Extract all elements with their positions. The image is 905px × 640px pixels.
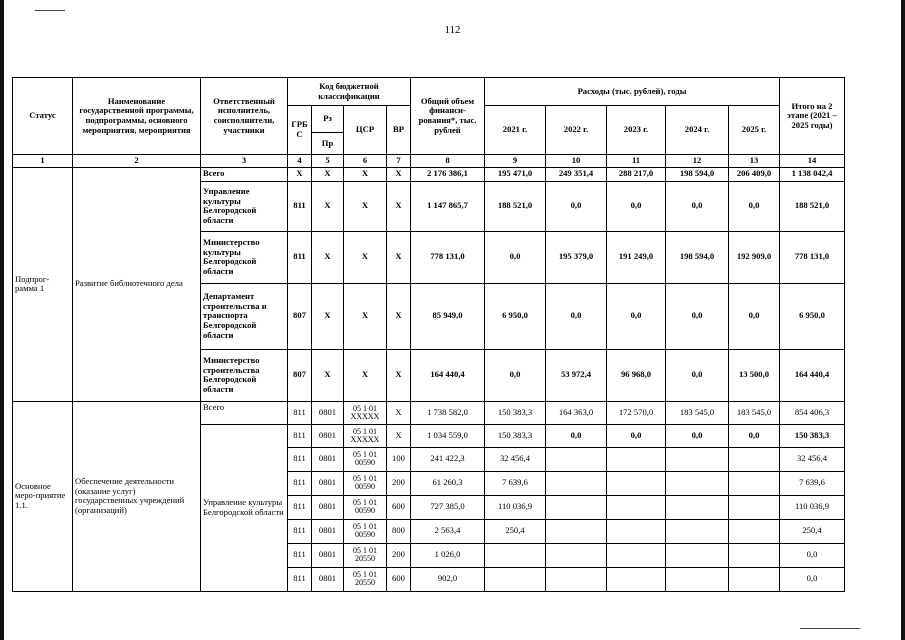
value-cell-y2025: 192 909,0 (729, 231, 780, 283)
value-cell-total: 1 147 865,7 (411, 181, 485, 231)
value-cell-y2021: 150 383,3 (485, 424, 546, 447)
value-cell-y2023 (607, 471, 666, 495)
grbs-cell: 811 (288, 519, 312, 543)
value-cell-total: 241 422,3 (411, 447, 485, 471)
value-cell-y2023: 0,0 (607, 283, 666, 349)
grbs-cell: 811 (288, 401, 312, 424)
grbs-cell: 811 (288, 424, 312, 447)
value-cell-y2023: 288 217,0 (607, 167, 666, 181)
header-name: Наименование государственной программы, подпрограммы, основного мероприятия, мероприятия (73, 78, 201, 155)
value-cell-y2024: 0,0 (666, 349, 729, 401)
value-cell-total: 61 260,3 (411, 471, 485, 495)
rz-pr-cell: 0801 (312, 519, 344, 543)
vr-cell: X (387, 167, 411, 181)
main-event-status: Основное меро-приятие 1.1. (13, 401, 73, 591)
vr-cell: X (387, 181, 411, 231)
grbs-cell: X (288, 167, 312, 181)
scan-artifact (35, 10, 65, 11)
header-vr: ВР (387, 106, 411, 155)
value-cell-y2025 (729, 567, 780, 591)
header-year-2025: 2025 г. (729, 106, 780, 155)
rz-pr-cell: 0801 (312, 401, 344, 424)
grbs-cell: 811 (288, 567, 312, 591)
value-cell-y2022 (546, 495, 607, 519)
vr-cell: 600 (387, 567, 411, 591)
scan-edge-left (0, 0, 4, 640)
value-cell-y2021: 188 521,0 (485, 181, 546, 231)
column-number: 2 (73, 155, 201, 168)
responsible-cell: Департамент строительства и транспорта Белгородской области (201, 283, 288, 349)
value-cell-itogo: 7 639,6 (780, 471, 845, 495)
value-cell-y2025 (729, 471, 780, 495)
value-cell-total: 2 563,4 (411, 519, 485, 543)
value-cell-y2024: 0,0 (666, 181, 729, 231)
value-cell-y2022: 249 351,4 (546, 167, 607, 181)
grbs-cell: 811 (288, 495, 312, 519)
responsible-cell: Министерство строительства Белгородской области (201, 349, 288, 401)
column-number: 4 (288, 155, 312, 168)
value-cell-total: 778 131,0 (411, 231, 485, 283)
value-cell-total: 164 440,4 (411, 349, 485, 401)
column-number-row (13, 155, 845, 168)
scan-artifact (800, 628, 860, 629)
grbs-cell: 811 (288, 231, 312, 283)
vr-cell: X (387, 283, 411, 349)
value-cell-y2024 (666, 495, 729, 519)
value-cell-itogo: 188 521,0 (780, 181, 845, 231)
value-cell-y2023: 0,0 (607, 181, 666, 231)
value-cell-itogo: 1 138 042,4 (780, 167, 845, 181)
responsible-cell: Всего (201, 167, 288, 181)
value-cell-y2022 (546, 471, 607, 495)
value-cell-y2025: 13 500,0 (729, 349, 780, 401)
value-cell-y2025 (729, 495, 780, 519)
value-cell-y2022: 0,0 (546, 283, 607, 349)
value-cell-total: 1 034 559,0 (411, 424, 485, 447)
value-cell-y2025: 206 409,0 (729, 167, 780, 181)
rz-pr-cell: X (312, 283, 344, 349)
value-cell-y2024 (666, 519, 729, 543)
header-itogo: Итого на 2 этапе (2021 – 2025 годы) (780, 78, 845, 155)
value-cell-y2021: 0,0 (485, 349, 546, 401)
responsible-cell: Управление культуры Белгородской области (201, 181, 288, 231)
value-cell-total: 2 176 386,1 (411, 167, 485, 181)
value-cell-y2024: 0,0 (666, 283, 729, 349)
value-cell-y2025 (729, 447, 780, 471)
responsible-cell: Всего (201, 401, 288, 424)
value-cell-y2022: 0,0 (546, 424, 607, 447)
column-number: 6 (344, 155, 387, 168)
value-cell-y2021: 0,0 (485, 231, 546, 283)
responsible-group: Управление культуры Белгородской области (201, 424, 288, 591)
main-event-name: Обеспечение деятельности (оказание услуг) государственных учреждений (организаций) (73, 401, 201, 591)
subprogram-name: Развитие библиотечного дела (73, 167, 201, 401)
page-number: 112 (444, 24, 461, 36)
value-cell-total: 1 026,0 (411, 543, 485, 567)
value-cell-y2021: 150 383,3 (485, 401, 546, 424)
value-cell-y2025: 0,0 (729, 181, 780, 231)
value-cell-y2025 (729, 519, 780, 543)
value-cell-itogo: 778 131,0 (780, 231, 845, 283)
value-cell-y2023 (607, 543, 666, 567)
header-pr: Пр (312, 133, 344, 155)
value-cell-total: 85 949,0 (411, 283, 485, 349)
value-cell-y2025: 0,0 (729, 283, 780, 349)
grbs-cell: 811 (288, 181, 312, 231)
table-row (13, 167, 845, 181)
column-number: 3 (201, 155, 288, 168)
value-cell-y2023: 191 249,0 (607, 231, 666, 283)
csr-cell: X (344, 231, 387, 283)
rz-pr-cell: 0801 (312, 543, 344, 567)
rz-pr-cell: 0801 (312, 471, 344, 495)
value-cell-y2024 (666, 567, 729, 591)
grbs-cell: 807 (288, 349, 312, 401)
value-cell-y2021: 32 456,4 (485, 447, 546, 471)
column-number: 12 (666, 155, 729, 168)
header-year-2021: 2021 г. (485, 106, 546, 155)
column-number: 11 (607, 155, 666, 168)
value-cell-y2022: 53 972,4 (546, 349, 607, 401)
header-responsible: Ответственный исполнитель, соисполнители, участники (201, 78, 288, 155)
grbs-cell: 811 (288, 471, 312, 495)
value-cell-itogo: 32 456,4 (780, 447, 845, 471)
value-cell-itogo: 854 406,3 (780, 401, 845, 424)
value-cell-y2021: 6 950,0 (485, 283, 546, 349)
value-cell-itogo: 164 440,4 (780, 349, 845, 401)
value-cell-y2021: 7 639,6 (485, 471, 546, 495)
vr-cell: X (387, 424, 411, 447)
value-cell-y2025: 0,0 (729, 424, 780, 447)
csr-cell: 05 1 01 XXXXX (344, 424, 387, 447)
value-cell-y2022 (546, 519, 607, 543)
value-cell-y2022 (546, 567, 607, 591)
csr-cell: 05 1 01 00590 (344, 495, 387, 519)
value-cell-y2021 (485, 567, 546, 591)
value-cell-y2021: 250,4 (485, 519, 546, 543)
column-number: 13 (729, 155, 780, 168)
value-cell-total: 902,0 (411, 567, 485, 591)
value-cell-y2023 (607, 567, 666, 591)
csr-cell: 05 1 01 00590 (344, 447, 387, 471)
value-cell-total: 1 738 582,0 (411, 401, 485, 424)
header-budget-code: Код бюджетной классификации (288, 78, 411, 106)
grbs-cell: 811 (288, 543, 312, 567)
csr-cell: 05 1 01 20550 (344, 567, 387, 591)
rz-pr-cell: X (312, 349, 344, 401)
csr-cell: X (344, 181, 387, 231)
column-number: 10 (546, 155, 607, 168)
header-grbs: ГРБ С (288, 106, 312, 155)
value-cell-itogo: 250,4 (780, 519, 845, 543)
value-cell-y2023 (607, 519, 666, 543)
value-cell-y2024: 183 545,0 (666, 401, 729, 424)
column-number: 7 (387, 155, 411, 168)
value-cell-y2024 (666, 471, 729, 495)
value-cell-y2021: 110 036,9 (485, 495, 546, 519)
csr-cell: X (344, 349, 387, 401)
value-cell-y2022: 0,0 (546, 181, 607, 231)
budget-table-wrapper (12, 77, 845, 592)
csr-cell: 05 1 01 00590 (344, 519, 387, 543)
header-expenses: Расходы (тыс. рублей), годы (485, 78, 780, 106)
value-cell-itogo: 0,0 (780, 567, 845, 591)
header-year-2024: 2024 г. (666, 106, 729, 155)
subprogram-status: Подпрог-рамма 1 (13, 167, 73, 401)
value-cell-itogo: 0,0 (780, 543, 845, 567)
header-csr: ЦСР (344, 106, 387, 155)
rz-pr-cell: X (312, 231, 344, 283)
value-cell-y2025 (729, 543, 780, 567)
vr-cell: X (387, 401, 411, 424)
vr-cell: X (387, 231, 411, 283)
header-row (13, 78, 845, 106)
value-cell-y2023: 172 570,0 (607, 401, 666, 424)
vr-cell: 100 (387, 447, 411, 471)
header-year-2022: 2022 г. (546, 106, 607, 155)
csr-cell: X (344, 167, 387, 181)
value-cell-y2024: 198 594,0 (666, 231, 729, 283)
grbs-cell: 811 (288, 447, 312, 471)
value-cell-y2023: 96 968,0 (607, 349, 666, 401)
grbs-cell: 807 (288, 283, 312, 349)
csr-cell: 05 1 01 00590 (344, 471, 387, 495)
header-rz: Рз (312, 106, 344, 133)
value-cell-itogo: 110 036,9 (780, 495, 845, 519)
column-number: 5 (312, 155, 344, 168)
value-cell-y2025: 183 545,0 (729, 401, 780, 424)
value-cell-itogo: 6 950,0 (780, 283, 845, 349)
value-cell-y2024 (666, 447, 729, 471)
column-number: 14 (780, 155, 845, 168)
value-cell-y2021 (485, 543, 546, 567)
vr-cell: X (387, 349, 411, 401)
vr-cell: 200 (387, 471, 411, 495)
value-cell-itogo: 150 383,3 (780, 424, 845, 447)
value-cell-y2024 (666, 543, 729, 567)
rz-pr-cell: 0801 (312, 424, 344, 447)
value-cell-y2022: 164 363,0 (546, 401, 607, 424)
value-cell-y2022: 195 379,0 (546, 231, 607, 283)
budget-table (12, 77, 845, 592)
csr-cell: X (344, 283, 387, 349)
value-cell-total: 727 385,0 (411, 495, 485, 519)
value-cell-y2021: 195 471,0 (485, 167, 546, 181)
header-year-2023: 2023 г. (607, 106, 666, 155)
scan-edge-right (901, 0, 905, 640)
value-cell-y2023 (607, 495, 666, 519)
value-cell-y2023: 0,0 (607, 424, 666, 447)
rz-pr-cell: X (312, 167, 344, 181)
rz-pr-cell: 0801 (312, 567, 344, 591)
responsible-cell: Министерство культуры Белгородской области (201, 231, 288, 283)
column-number: 1 (13, 155, 73, 168)
value-cell-y2022 (546, 543, 607, 567)
table-row (13, 401, 845, 424)
vr-cell: 200 (387, 543, 411, 567)
rz-pr-cell: 0801 (312, 447, 344, 471)
value-cell-y2024: 0,0 (666, 424, 729, 447)
rz-pr-cell: X (312, 181, 344, 231)
column-number: 8 (411, 155, 485, 168)
column-number: 9 (485, 155, 546, 168)
header-status: Статус (13, 78, 73, 155)
vr-cell: 600 (387, 495, 411, 519)
value-cell-y2023 (607, 447, 666, 471)
vr-cell: 800 (387, 519, 411, 543)
header-total: Общий объем финанси-рования*, тыс. рублей (411, 78, 485, 155)
value-cell-y2022 (546, 447, 607, 471)
value-cell-y2024: 198 594,0 (666, 167, 729, 181)
rz-pr-cell: 0801 (312, 495, 344, 519)
csr-cell: 05 1 01 20550 (344, 543, 387, 567)
csr-cell: 05 1 01 XXXXX (344, 401, 387, 424)
